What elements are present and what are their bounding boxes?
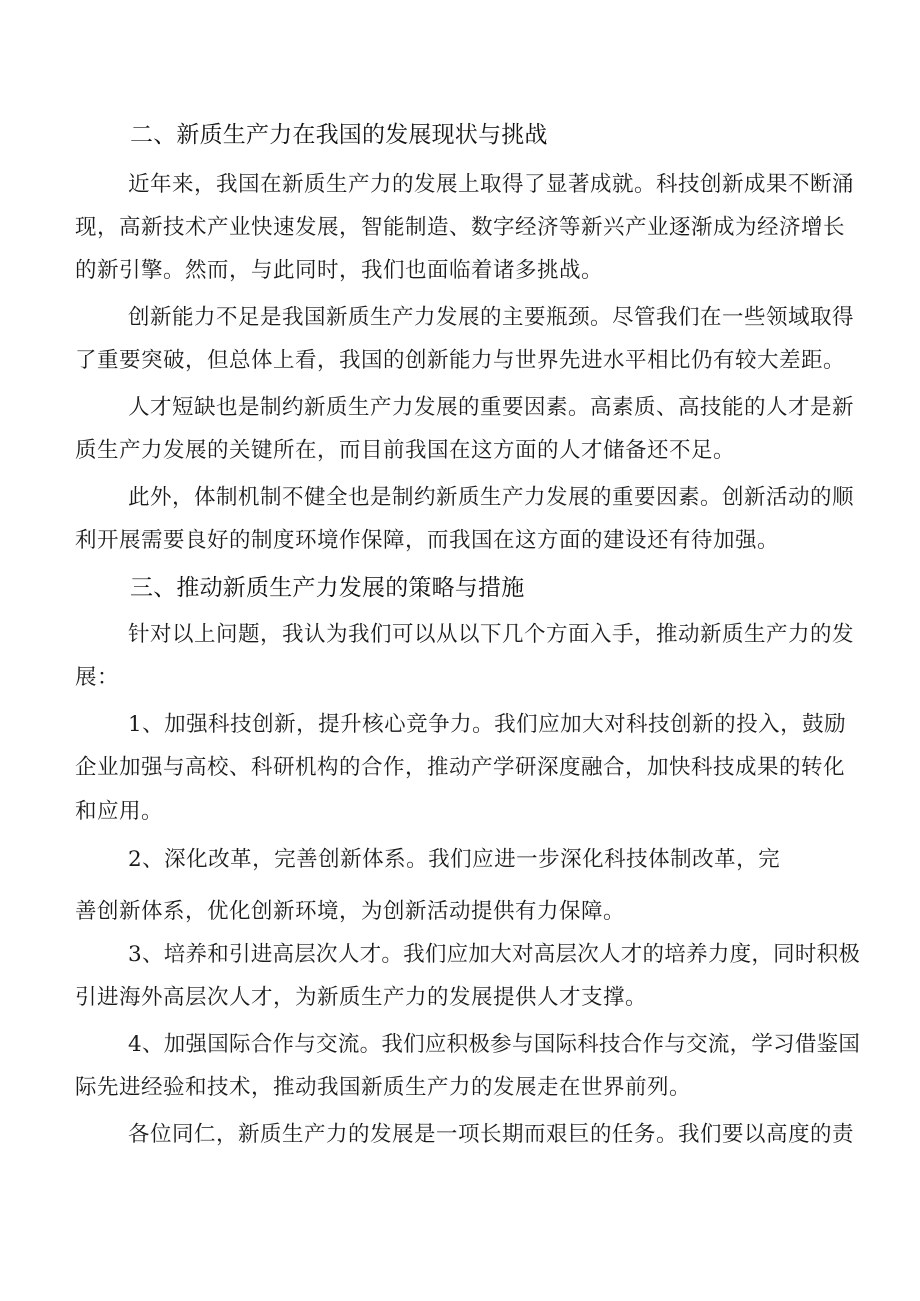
paragraph-line: 3、培养和引进高层次人才。我们应加大对高层次人才的培养力度，同时积极 — [128, 942, 861, 967]
paragraph-line: 创新能力不足是我国新质生产力发展的主要瓶颈。尽管我们在一些领域取得 — [128, 305, 855, 330]
paragraph-line: 利开展需要良好的制度环境作保障，而我国在这方面的建设还有待加强。 — [75, 528, 780, 553]
section-heading-2: 二、新质生产力在我国的发展现状与挑战 — [130, 122, 548, 148]
paragraph-line: 引进海外高层次人才，为新质生产力的发展提供人才支撑。 — [75, 985, 648, 1010]
paragraph-line: 人才短缺也是制约新质生产力发展的重要因素。高素质、高技能的人才是新 — [128, 395, 855, 420]
paragraph-line: 际先进经验和技术，推动我国新质生产力的发展走在世界前列。 — [75, 1075, 692, 1100]
paragraph-line: 企业加强与高校、科研机构的合作，推动产学研深度融合，加快科技成果的转化 — [75, 755, 846, 780]
section-heading-3: 三、推动新质生产力发展的策略与措施 — [130, 575, 525, 601]
paragraph-line: 近年来，我国在新质生产力的发展上取得了显著成就。科技创新成果不断涌 — [128, 172, 855, 197]
paragraph-line: 各位同仁，新质生产力的发展是一项长期而艰巨的任务。我们要以高度的责 — [128, 1122, 855, 1147]
paragraph-line: 2、深化改革，完善创新体系。我们应进一步深化科技体制改革，完 — [128, 847, 781, 872]
paragraph-line: 针对以上问题，我认为我们可以从以下几个方面入手，推动新质生产力的发 — [128, 622, 855, 647]
paragraph-line: 和应用。 — [75, 799, 164, 824]
paragraph-line: 此外，体制机制不健全也是制约新质生产力发展的重要因素。创新活动的顺 — [128, 485, 855, 510]
paragraph-line: 善创新体系，优化创新环境，为创新活动提供有力保障。 — [75, 899, 626, 924]
paragraph-line: 4、加强国际合作与交流。我们应积极参与国际科技合作与交流，学习借鉴国 — [128, 1032, 861, 1057]
paragraph-line: 了重要突破，但总体上看，我国的创新能力与世界先进水平相比仍有较大差距。 — [75, 348, 846, 373]
paragraph-line: 展： — [75, 665, 120, 690]
paragraph-line: 现，高新技术产业快速发展，智能制造、数字经济等新兴产业逐渐成为经济增长 — [75, 215, 846, 240]
paragraph-line: 的新引擎。然而，与此同时，我们也面临着诸多挑战。 — [75, 258, 604, 283]
paragraph-line: 1、加强科技创新，提升核心竞争力。我们应加大对科技创新的投入，鼓励 — [128, 712, 847, 737]
paragraph-line: 质生产力发展的关键所在，而目前我国在这方面的人才储备还不足。 — [75, 438, 736, 463]
